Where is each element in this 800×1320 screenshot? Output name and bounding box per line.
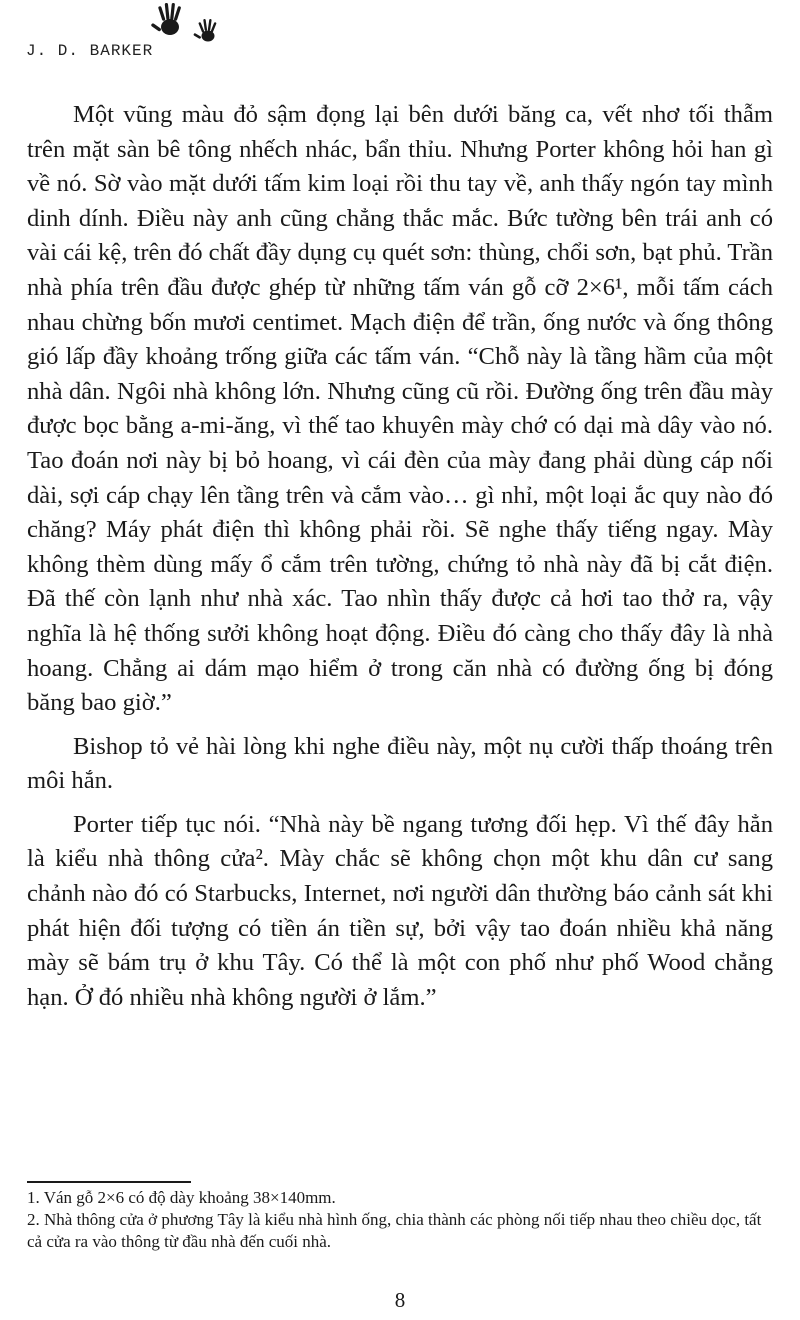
footnote: 2. Nhà thông cửa ở phương Tây là kiểu nhà hình ống, chia thành các phòng nối tiếp nhau theo chiều dọc, tất cả cửa ra vào thông từ đầu nhà đến cuối nhà. <box>27 1210 762 1251</box>
body-text <box>27 98 773 1024</box>
paragraph: Porter tiếp tục nói. “Nhà này bề ngang tương đối hẹp. Vì thế đây hẳn là kiểu nhà thông cửa². Mày chắc sẽ không chọn một khu dân cư sang chảnh nào đó có Starbucks, Internet, nơi người dân thường báo cảnh sát khi phát hiện đối tượng có tiền án tiền sự, bởi vậy tao đoán nhiều khả năng mày sẽ bám trụ ở khu Tây. Có thể là một con phố như phố Wood chẳng hạn. Ở đó nhiều nhà không người ở lắm.” <box>27 810 773 1011</box>
footnote: 1. Ván gỗ 2×6 có độ dày khoảng 38×140mm. <box>27 1188 336 1207</box>
handprints-icon <box>150 0 230 46</box>
page-number: 8 <box>394 1288 406 1312</box>
footnote-divider <box>27 1181 191 1183</box>
paragraph: Một vũng màu đỏ sậm đọng lại bên dưới băng ca, vết nhơ tối thẫm trên mặt sàn bê tông nhếch nhác, bẩn thỉu. Nhưng Porter không hỏi han gì về nó. Sờ vào mặt dưới tấm kim loại rồi thu tay về, anh thấy ngón tay mình dinh dính. Điều này anh cũng chẳng thắc mắc. Bức tường bên trái anh có vài cái kệ, trên đó chất đầy dụng cụ quét sơn: thùng, chổi sơn, bạt phủ. Trần nhà phía trên đầu được ghép từ những tấm ván gỗ cỡ 2×6¹, mỗi tấm cách nhau chừng bốn mươi centimet. Mạch điện để trần, ống nước và ống thông gió lấp đầy khoảng trống giữa các tấm ván. “Chỗ này là tầng hầm của một nhà dân. Ngôi nhà không lớn. Nhưng cũng cũ rồi. Đường ống trên đầu mày được bọc bằng a-mi-ăng, vì thế tao khuyên mày chớ có dại mà dây vào nó. Tao đoán nơi này bị bỏ hoang, vì cái đèn của mày đang phải dùng cáp nối dài, sợi cáp chạy lên tầng trên và cắm vào… gì nhỉ, một loại ắc quy nào đó chăng? Máy phát điện thì không phải rồi. Sẽ nghe thấy tiếng ngay. Mày không thèm dùng mấy ổ cắm trên tường, chứng tỏ nhà này đã bị cắt điện. Đã thế còn lạnh như nhà xác. Tao nhìn thấy được cả hơi tao thở ra, vậy nghĩa là hệ thống sưởi không hoạt động. Điều đó càng cho thấy đây là nhà hoang. Chẳng ai dám mạo hiểm ở trong căn nhà có đường ống bị đóng băng bao giờ.” <box>27 101 773 717</box>
running-head-author: J. D. BARKER <box>26 42 154 60</box>
footnotes <box>27 1187 773 1253</box>
paragraph: Bishop tỏ vẻ hài lòng khi nghe điều này, một nụ cười thấp thoáng trên môi hắn. <box>27 732 773 795</box>
